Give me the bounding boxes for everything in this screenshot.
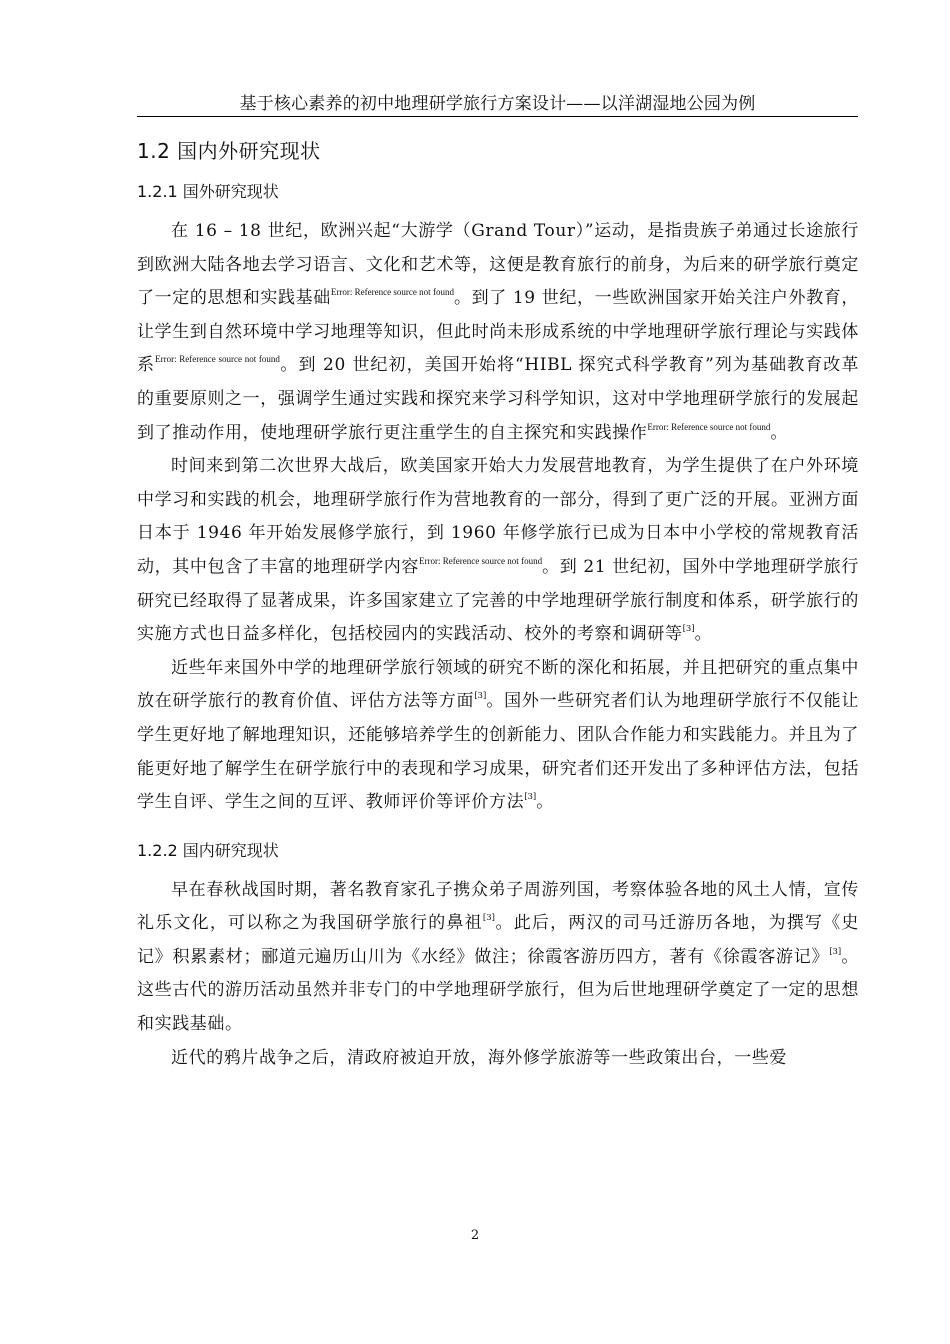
paragraph-foreign-1 <box>137 215 859 450</box>
citation-ref: [3] <box>524 792 537 803</box>
paragraph-text: 在 16 – 18 世纪，欧洲兴起“大游学（Grand Tour）”运动，是指贵族子弟通过长途旅行到欧洲大陆各地去学习语言、文化和艺术等，这便是教育旅行的前身，为后来的研学旅行奠定了一定的思想和实践基础 <box>137 221 859 309</box>
paragraph-text: 。国外一些研究者们认为地理研学旅行不仅能让学生更好地了解地理知识，还能够培养学生的创新能力、团队合作能力和实践能力。并且为了能更好地了解学生在研学旅行中的表现和学习成果，研究者们还开发出了多种评估方法，包括学生自评、学生之间的互评、教师评价等评价方法 <box>137 691 859 813</box>
citation-error: Error: Reference source not found <box>419 555 543 566</box>
citation-ref: [3] <box>482 913 495 924</box>
paragraph-text: 早在春秋战国时期，著名教育家孔子携众弟子周游列国，考察体验各地的风土人情，宣传礼乐文化，可以称之为我国研学旅行的鼻祖 <box>137 879 859 934</box>
paragraph-text: 。到了 19 世纪，一些欧洲国家开始关注户外教育，让学生到自然环境中学习地理等知识，但此时尚未形成系统的中学地理研学旅行理论与实践体系 <box>137 288 859 376</box>
paragraph-text: 。这些古代的游历活动虽然并非专门的中学地理研学旅行，但为后世地理研学奠定了一定的思想和实践基础。 <box>137 946 859 1035</box>
document-body <box>137 134 859 1075</box>
paragraph-text: 。到 21 世纪初，国外中学地理研学旅行研究已经取得了显著成果，许多国家建立了完善的中学地理研学旅行制度和体系，研学旅行的实施方式也日益多样化，包括校园内的实践活动、校外的考察和调研等 <box>137 556 859 645</box>
paragraph-text: 。 <box>770 422 788 443</box>
citation-error: Error: Reference source not found <box>155 354 280 365</box>
citation-error: Error: Reference source not found <box>647 421 771 432</box>
citation-error: Error: Reference source not found <box>330 287 454 298</box>
page-header-title: 基于核心素养的初中地理研学旅行方案设计——以洋湖湿地公园为例 <box>137 93 858 117</box>
paragraph-text: 近些年来国外中学的地理研学旅行领域的研究不断的深化和拓展，并且把研究的重点集中放在研学旅行的教育价值、评估方法等方面 <box>137 657 859 712</box>
paragraph-text: 。 <box>694 624 713 645</box>
citation-ref: [3] <box>474 691 487 702</box>
paragraph-text: 。此后，两汉的司马迁游历各地，为撰写《史记》积累素材；郦道元遍历山川为《水经》做注；徐霞客游历四方，著有《徐霞客游记》 <box>137 913 859 967</box>
paragraph-text: 。到 20 世纪初，美国开始将“HIBL 探究式科学教育”列为基础教育改革的重要原则之一，强调学生通过实践和探究来学习科学知识，这对中学地理研学旅行的发展起到了推动作用，使地理研学旅行更注重学生的自主探究和实践操作 <box>137 355 859 443</box>
paragraph-foreign-2 <box>137 450 859 652</box>
paragraph-domestic-2 <box>137 1042 859 1076</box>
subsection-heading-domestic: 1.2.2 国内研究现状 <box>137 840 279 860</box>
section-heading: 1.2 国内外研究现状 <box>137 139 321 163</box>
paragraph-text: 近代的鸦片战争之后，清政府被迫开放，海外修学旅游等一些政策出台，一些爱 <box>171 1047 787 1068</box>
paragraph-foreign-3 <box>137 652 859 820</box>
paragraph-text: 时间来到第二次世界大战后，欧美国家开始大力发展营地教育，为学生提供了在户外环境中学习和实践的机会，地理研学旅行作为营地教育的一部分，得到了更广泛的开展。亚洲方面日本于 1946 年开始发展修学旅行，到 1960 年修学旅行已成为日本中小学校的常规教育活动，其中包含了丰富的地理研学内容 <box>137 456 859 577</box>
paragraph-text: 。 <box>536 792 554 813</box>
page-number: 2 <box>470 1228 480 1243</box>
paragraph-domestic-1 <box>137 874 859 1042</box>
citation-ref: [3] <box>682 624 695 635</box>
citation-ref: [3] <box>829 946 842 957</box>
subsection-heading-foreign: 1.2.1 国外研究现状 <box>137 182 279 201</box>
